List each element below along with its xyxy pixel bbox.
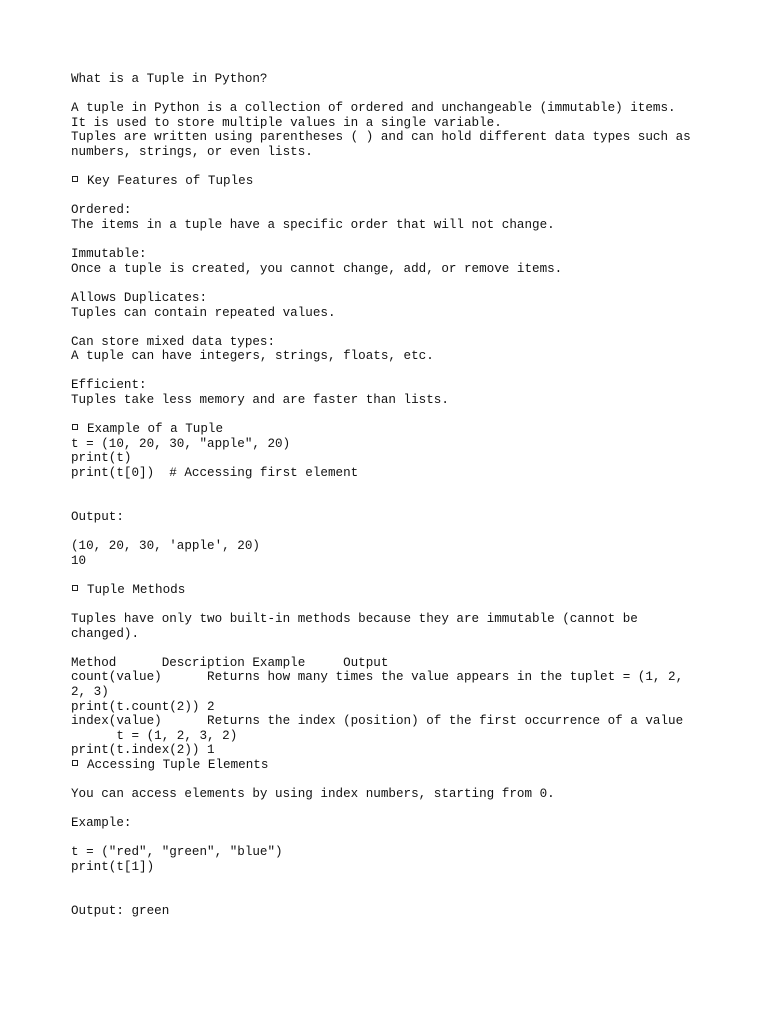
methods-table-header: Method Description Example Output	[71, 655, 389, 670]
code-line: print(t)	[71, 451, 132, 466]
feature-text: Tuples can contain repeated values.	[71, 305, 336, 320]
methods-table	[71, 656, 711, 758]
intro-line: Tuples are written using parentheses ( ) and can hold different data types such as	[71, 130, 691, 145]
document-page	[71, 72, 711, 918]
output-line: 10	[71, 553, 87, 568]
feature-item	[71, 247, 711, 276]
methods-table-row: print(t.count(2)) 2	[71, 699, 215, 714]
feature-item	[71, 378, 711, 407]
square-bullet-icon	[72, 424, 78, 430]
feature-label: Efficient:	[71, 378, 147, 393]
access-output: Output: green	[71, 903, 170, 918]
square-bullet-icon	[72, 585, 78, 591]
code-line: print(t[0]) # Accessing first element	[71, 466, 359, 481]
access-heading: Accessing Tuple Elements	[71, 758, 711, 773]
output-label: Output:	[71, 509, 124, 524]
feature-item	[71, 203, 711, 232]
intro-line: It is used to store multiple values in a single variable.	[71, 115, 502, 130]
feature-item	[71, 291, 711, 320]
access-example-label: Example:	[71, 816, 132, 831]
intro-line: numbers, strings, or even lists.	[71, 144, 313, 159]
feature-label: Allows Duplicates:	[71, 290, 208, 305]
feature-text: Once a tuple is created, you cannot change, add, or remove items.	[71, 261, 563, 276]
methods-table-row: t = (1, 2, 3, 2)	[71, 728, 238, 743]
feature-item	[71, 335, 711, 364]
output-block	[71, 539, 711, 568]
methods-table-row: 2, 3)	[71, 684, 109, 699]
methods-intro	[71, 612, 711, 641]
feature-text: A tuple can have integers, strings, floats, etc.	[71, 349, 434, 364]
access-text: You can access elements by using index numbers, starting from 0.	[71, 787, 555, 802]
methods-heading: Tuple Methods	[71, 583, 711, 598]
square-bullet-icon	[72, 760, 78, 766]
feature-label: Immutable:	[71, 247, 147, 262]
methods-intro-line: changed).	[71, 626, 140, 641]
features-heading: Key Features of Tuples	[71, 174, 711, 189]
square-bullet-icon	[72, 176, 78, 182]
example-code-block	[71, 437, 711, 481]
intro-line: A tuple in Python is a collection of ordered and unchangeable (immutable) items.	[71, 101, 676, 116]
feature-label: Can store mixed data types:	[71, 334, 276, 349]
code-line: t = (10, 20, 30, "apple", 20)	[71, 436, 291, 451]
example-heading: Example of a Tuple	[71, 422, 711, 437]
feature-text: The items in a tuple have a specific order that will not change.	[71, 217, 555, 232]
methods-table-row: print(t.index(2)) 1	[71, 743, 215, 758]
code-line: print(t[1])	[71, 860, 155, 875]
code-line: t = ("red", "green", "blue")	[71, 845, 283, 860]
methods-table-row: count(value) Returns how many times the value appears in the tuplet = (1, 2,	[71, 670, 684, 685]
output-line: (10, 20, 30, 'apple', 20)	[71, 539, 260, 553]
intro-paragraph	[71, 101, 711, 159]
access-code-block	[71, 845, 711, 874]
methods-table-row: index(value) Returns the index (position) of the first occurrence of a value	[71, 714, 684, 729]
feature-text: Tuples take less memory and are faster than lists.	[71, 393, 449, 408]
methods-intro-line: Tuples have only two built-in methods because they are immutable (cannot be	[71, 611, 638, 626]
page-title: What is a Tuple in Python?	[71, 72, 268, 86]
feature-label: Ordered:	[71, 203, 132, 218]
